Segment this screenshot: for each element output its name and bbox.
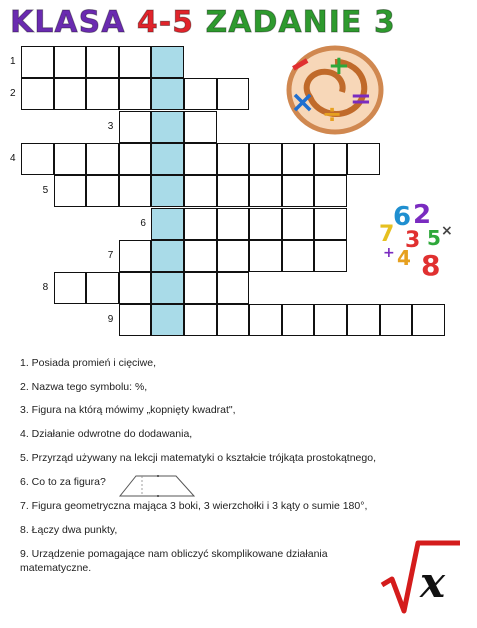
clue-item: 1. Posiada promień i cięciwe, — [20, 357, 156, 369]
svg-text:=: = — [350, 84, 372, 114]
colorful-numbers-icon — [375, 195, 460, 280]
crossword-cell[interactable] — [21, 46, 54, 78]
crossword-cell[interactable] — [151, 208, 184, 240]
crossword-cell[interactable] — [217, 240, 250, 272]
crossword-cell[interactable] — [54, 272, 87, 304]
svg-text:5: 5 — [427, 226, 441, 250]
title-grade: 4-5 — [136, 5, 195, 40]
crossword-cell[interactable] — [314, 208, 347, 240]
crossword-cell[interactable] — [184, 240, 217, 272]
svg-text:×: × — [441, 223, 453, 239]
row-number-8: 8 — [42, 282, 49, 294]
crossword-cell[interactable] — [282, 240, 315, 272]
crossword-cell[interactable] — [184, 304, 217, 336]
crossword-cell[interactable] — [249, 175, 282, 207]
svg-text:×: × — [290, 85, 316, 120]
crossword-cell[interactable] — [119, 143, 152, 175]
title-klasa: KLASA — [10, 5, 126, 40]
crossword-cell[interactable] — [249, 208, 282, 240]
crossword-cell[interactable] — [21, 78, 54, 110]
svg-text:8: 8 — [421, 249, 441, 280]
crossword-cell[interactable] — [151, 143, 184, 175]
math-symbols-swirl-icon — [280, 42, 385, 137]
crossword-cell[interactable] — [184, 208, 217, 240]
crossword-cell[interactable] — [314, 143, 347, 175]
crossword-cell[interactable] — [151, 240, 184, 272]
crossword-cell[interactable] — [86, 46, 119, 78]
svg-text:7: 7 — [379, 222, 395, 247]
crossword-cell[interactable] — [119, 272, 152, 304]
row-number-3: 3 — [107, 120, 114, 132]
clue-item: 3. Figura na którą mówimy „kopnięty kwadrat", — [20, 404, 236, 416]
crossword-cell[interactable] — [151, 272, 184, 304]
row-number-7: 7 — [107, 249, 114, 261]
crossword-cell[interactable] — [380, 304, 413, 336]
row-number-1: 1 — [10, 56, 16, 67]
crossword-cell[interactable] — [119, 304, 152, 336]
crossword-cell[interactable] — [119, 111, 152, 143]
trapezoid-figure-icon — [118, 473, 198, 499]
crossword-cell[interactable] — [119, 240, 152, 272]
crossword-cell[interactable] — [347, 143, 380, 175]
crossword-cell[interactable] — [86, 175, 119, 207]
clue-item: matematyczne. — [20, 562, 92, 574]
clue-item: 6. Co to za figura? — [20, 476, 106, 488]
square-root-x-icon — [378, 537, 463, 617]
crossword-cell[interactable] — [217, 304, 250, 336]
crossword-cell[interactable] — [151, 175, 184, 207]
clue-item: 5. Przyrząd używany na lekcji matematyki o kształcie trójkąta prostokątnego, — [20, 452, 376, 464]
crossword-cell[interactable] — [184, 175, 217, 207]
row-number-9: 9 — [107, 314, 114, 326]
crossword-cell[interactable] — [282, 304, 315, 336]
clue-item: 7. Figura geometryczna mająca 3 boki, 3 wierzchołki i 3 kąty o sumie 180°, — [20, 500, 368, 512]
crossword-cell[interactable] — [86, 272, 119, 304]
crossword-cell[interactable] — [249, 240, 282, 272]
row-number-2: 2 — [10, 88, 16, 100]
crossword-cell[interactable] — [184, 143, 217, 175]
svg-text:6: 6 — [393, 202, 412, 232]
clue-item: 9. Urządzenie pomagające nam obliczyć skomplikowane działania — [20, 548, 328, 560]
crossword-cell[interactable] — [151, 111, 184, 143]
crossword-cell[interactable] — [151, 78, 184, 110]
crossword-cell[interactable] — [119, 46, 152, 78]
crossword-cell[interactable] — [54, 78, 87, 110]
row-number-4: 4 — [10, 152, 16, 164]
crossword-cell[interactable] — [119, 78, 152, 110]
crossword-cell[interactable] — [54, 175, 87, 207]
crossword-cell[interactable] — [184, 111, 217, 143]
crossword-cell[interactable] — [21, 143, 54, 175]
crossword-cell[interactable] — [217, 78, 250, 110]
crossword-cell[interactable] — [249, 304, 282, 336]
crossword-cell[interactable] — [412, 304, 445, 336]
crossword-cell[interactable] — [314, 304, 347, 336]
crossword-cell[interactable] — [314, 175, 347, 207]
crossword-cell[interactable] — [184, 78, 217, 110]
clue-item: 8. Łączy dwa punkty, — [20, 524, 118, 536]
crossword-cell[interactable] — [217, 175, 250, 207]
crossword-cell[interactable] — [249, 143, 282, 175]
crossword-cell[interactable] — [119, 175, 152, 207]
crossword-cell[interactable] — [217, 272, 250, 304]
svg-text:x: x — [420, 558, 446, 607]
title-task: ZADANIE 3 — [205, 5, 396, 40]
crossword-cell[interactable] — [184, 272, 217, 304]
crossword-cell[interactable] — [314, 240, 347, 272]
crossword-cell[interactable] — [151, 304, 184, 336]
crossword-cell[interactable] — [217, 143, 250, 175]
svg-text:4: 4 — [397, 246, 411, 270]
crossword-cell[interactable] — [151, 46, 184, 78]
crossword-cell[interactable] — [282, 208, 315, 240]
crossword-cell[interactable] — [282, 143, 315, 175]
svg-text:+: + — [383, 245, 395, 261]
crossword-cell[interactable] — [347, 304, 380, 336]
clue-item: 2. Nazwa tego symbolu: %, — [20, 381, 148, 393]
row-number-6: 6 — [140, 217, 146, 229]
crossword-cell[interactable] — [86, 143, 119, 175]
svg-text:3: 3 — [405, 228, 421, 253]
clue-item: 4. Działanie odwrotne do dodawania, — [20, 428, 193, 440]
svg-text:+: + — [328, 51, 350, 81]
crossword-cell[interactable] — [282, 175, 315, 207]
crossword-cell[interactable] — [217, 208, 250, 240]
row-number-5: 5 — [42, 185, 49, 197]
svg-text:÷: ÷ — [322, 100, 343, 128]
svg-text:2: 2 — [413, 200, 432, 230]
crossword-cell[interactable] — [54, 46, 87, 78]
crossword-cell[interactable] — [86, 78, 119, 110]
crossword-cell[interactable] — [54, 143, 87, 175]
